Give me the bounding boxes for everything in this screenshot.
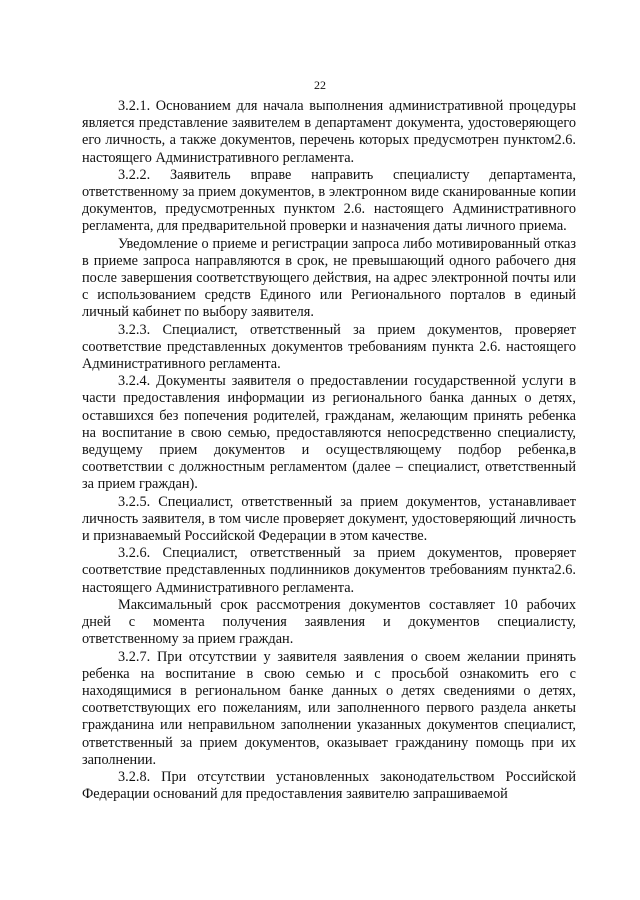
paragraph-3-2-1: 3.2.1. Основанием для начала выполнения административной процедуры является представление заявителем в департамент документа, удостоверяющего его личность, а также документов, перечень которых предусмотрен пунктом2.6. настоящего Административного регламента. xyxy=(82,98,576,166)
paragraph-3-2-4: 3.2.4. Документы заявителя о предоставлении государственной услуги в части предоставления информации из регионального банка данных о детях, оставшихся без попечения родителей, гражданам, желающим принять ребенка на воспитание в свою семью, предоставляются непосредственно специалисту, ведущему прием документов и осуществляющему подбор ребенка,в соответствии с должностным регламентом (далее – специалист, ответственный за прием граждан). xyxy=(82,373,576,493)
paragraph-3-2-8: 3.2.8. При отсутствии установленных законодательством Российской Федерации оснований для предоставления заявителю запрашиваемой xyxy=(82,768,576,803)
paragraph-3-2-6: 3.2.6. Специалист, ответственный за прием документов, проверяет соответствие представленных подлинников документов требованиям пункта2.6. настоящего Административного регламента. xyxy=(82,545,576,596)
paragraph-3-2-2: 3.2.2. Заявитель вправе направить специалисту департамента, ответственному за прием документов, в электронном виде сканированные копии документов, предусмотренных пунктом 2.6. настоящего Административного регламента, для предварительной проверки и назначения даты личного приема. xyxy=(82,166,576,235)
paragraph-max-term: Максимальный срок рассмотрения документов составляет 10 рабочих дней с момента получения заявления и документов специалисту, ответственному за прием граждан. xyxy=(82,596,576,648)
paragraph-3-2-7: 3.2.7. При отсутствии у заявителя заявления о своем желании принять ребенка на воспитание в свою семью и с просьбой ознакомить его с находящимися в региональном банке данных о детях сведениями о детях, соответствующих его пожеланиям, или заполненного первого раздела анкеты гражданина или неправильном заполнении указанных документов специалист, ответственный за прием документов, оказывает гражданину помощь при их заполнении. xyxy=(82,648,576,768)
paragraph-3-2-3: 3.2.3. Специалист, ответственный за прием документов, проверяет соответствие представленных документов требованиям пункта 2.6. настоящего Административного регламента. xyxy=(82,321,576,373)
paragraph-3-2-5: 3.2.5. Специалист, ответственный за прием документов, устанавливает личность заявителя, в том числе проверяет документ, удостоверяющий личность и признаваемый Российской Федерации в этом качестве. xyxy=(82,493,576,545)
paragraph-notification: Уведомление о приеме и регистрации запроса либо мотивированный отказ в приеме запроса направляются в срок, не превышающий одного рабочего дня после завершения соответствующего действия, на адрес электронной почты или с использованием средств Единого или Регионального порталов в единый личный кабинет по выбору заявителя. xyxy=(82,235,576,321)
document-body xyxy=(82,98,576,803)
page-number: 22 xyxy=(314,78,326,92)
